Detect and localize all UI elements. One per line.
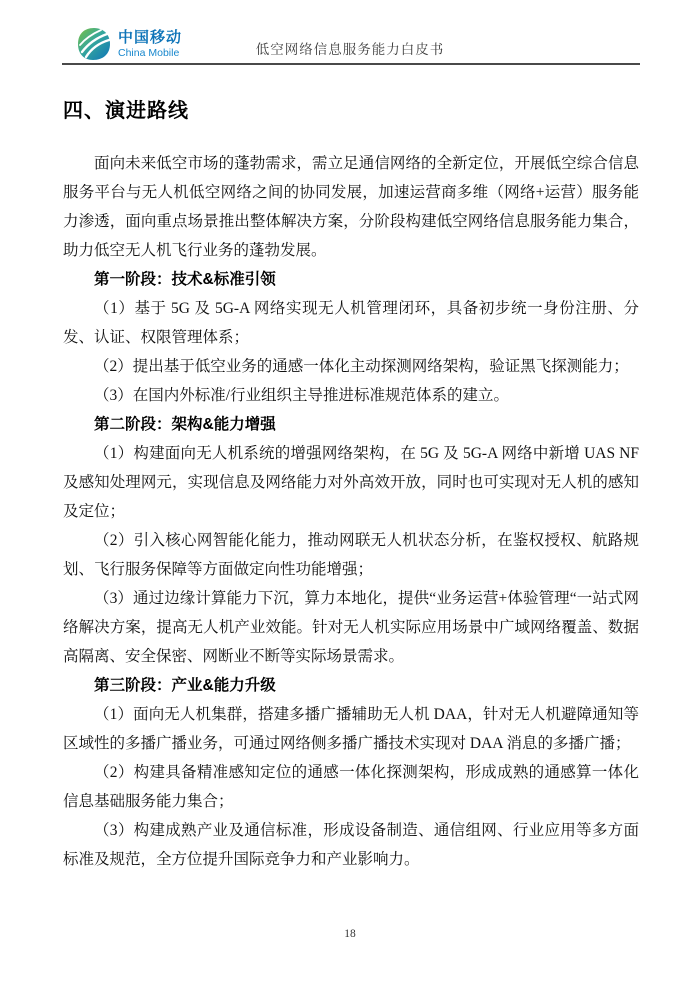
paragraph-phase2-item3: （3）通过边缘计算能力下沉，算力本地化，提供“业务运营+体验管理“一站式网络解决方案，提高无人机产业效能。针对无人机实际应用场景中广域网络覆盖、数据高隔离、安全保密、网断业不断等实际场景需求。 (63, 590, 639, 665)
logo-text-en: China Mobile (118, 46, 180, 59)
paragraph-phase2-item1: （1）构建面向无人机系统的增强网络架构，在 5G 及 5G-A 网络中新增 UAS NF 及感知处理网元，实现信息及网络能力对外高效开放，同时也可实现对无人机的感知及定位； (63, 445, 639, 520)
header-doc-title: 低空网络信息服务能力白皮书 (255, 42, 445, 57)
page-number: 18 (344, 928, 356, 940)
paragraph-phase1-item2: （2）提出基于低空业务的通感一体化主动探测网络架构，验证黑飞探测能力； (94, 358, 629, 375)
document-body (63, 94, 639, 874)
page-footer (0, 924, 700, 942)
subheading-phase-2: 第二阶段：架构&能力增强 (94, 416, 276, 433)
logo-text-cn: 中国移动 (118, 28, 183, 46)
paragraph-phase2-item2: （2）引入核心网智能化能力，推动网联无人机状态分析，在鉴权授权、航路规划、飞行服务保障等方面做定向性功能增强； (63, 532, 639, 578)
paragraph-phase3-item3: （3）构建成熟产业及通信标准，形成设备制造、通信组网、行业应用等多方面标准及规范，全方位提升国际竞争力和产业影响力。 (63, 822, 639, 868)
paragraph-phase1-item1: （1）基于 5G 及 5G-A 网络实现无人机管理闭环，具备初步统一身份注册、分发、认证、权限管理体系； (63, 300, 639, 346)
paragraph-intro: 面向未来低空市场的蓬勃需求，需立足通信网络的全新定位，开展低空综合信息服务平台与无人机低空网络之间的协同发展，加速运营商多维（网络+运营）服务能力渗透，面向重点场景推出整体解决方案，分阶段构建低空网络信息服务能力集合，助力低空无人机飞行业务的蓬勃发展。 (63, 155, 639, 259)
subheading-phase-3: 第三阶段：产业&能力升级 (94, 677, 276, 694)
page-header (62, 26, 638, 64)
paragraph-phase3-item2: （2）构建具备精准感知定位的通感一体化探测架构，形成成熟的通感算一体化信息基础服务能力集合； (63, 764, 639, 810)
section-title: 四、演进路线 (63, 100, 189, 122)
paragraph-phase1-item3: （3）在国内外标准/行业组织主导推进标准规范体系的建立。 (94, 387, 510, 404)
header-divider-line (62, 63, 640, 65)
paragraph-phase3-item1: （1）面向无人机集群，搭建多播广播辅助无人机 DAA，针对无人机避障通知等区域性的多播广播业务，可通过网络侧多播广播技术实现对 DAA 消息的多播广播； (63, 706, 639, 752)
subheading-phase-1: 第一阶段：技术&标准引领 (94, 271, 276, 288)
